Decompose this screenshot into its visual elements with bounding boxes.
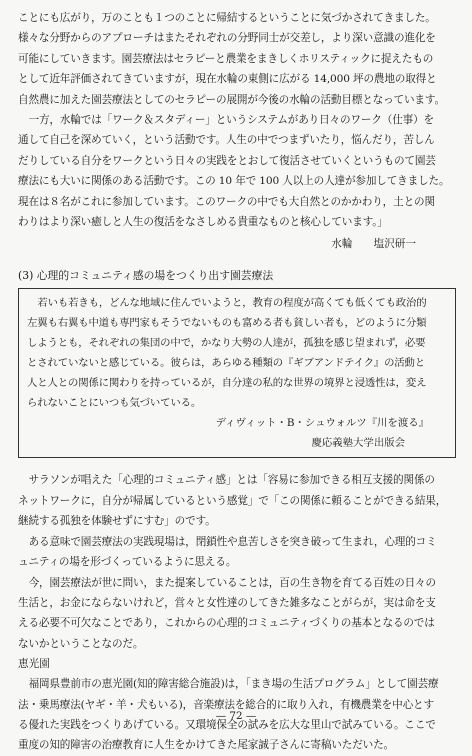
quote-box bbox=[18, 288, 456, 458]
text-line: える必要不可欠なことであり，これからの心理的コミュニティづくりの基本となるのでは bbox=[18, 617, 435, 630]
quote-line: とされていないと感じている。彼らは，あらゆる種類の『ギブアンドテイク』の活動と bbox=[27, 357, 426, 370]
text-line: 生活と，お金にならないけれど，営々と女性達のしてきた雑多なことがらが，実は命を支 bbox=[18, 596, 436, 609]
text-line: 可能にしていきます。園芸療法はセラピーと農業をまきしくホリスティックに捉えたもの bbox=[18, 52, 434, 65]
text-line: ないかということなのだ。 bbox=[18, 637, 144, 650]
quote-attribution: ディヴィット・B・シュウォルツ『川を渡る』 bbox=[215, 417, 429, 430]
text-line: 療法にも大いに関係のある活動です。この 10 年で 100 人以上の人達が参加してきました。 bbox=[18, 175, 450, 188]
text-line: 法・乗馬療法(ヤギ・羊・犬もいる)，音楽療法を総合的に取り入れ，有機農業を中心とす bbox=[18, 698, 434, 711]
page-body bbox=[18, 8, 456, 756]
text-line: 今，園芸療法が世に問い，また提案していることは，百の生き物を育てる百姓の日々の bbox=[28, 576, 436, 589]
quote-line: 人と人との関係に関わりを持っているが，自分達の私的な世界の境界と浸透性は，変え bbox=[27, 377, 427, 390]
text-line: 様々な分野からのアプローチはまたそれぞれの分野同士が交差し，より深い意識の進化を bbox=[18, 32, 436, 45]
paragraph-sarason bbox=[18, 470, 456, 531]
text-line: 重度の知的障害の治療教育に人生をかけてきた尾家誠子さんに寄稿いただいた。 bbox=[18, 739, 394, 752]
text-line: 自然農に加えた園芸療法としてのセラピーの展開が今後の水輪の活動目標となっています。 bbox=[18, 93, 445, 106]
text-line: 福岡県豊前市の恵光園(知的障害総合施設)は，「まき場の生活プログラム」として園芸療 bbox=[28, 678, 439, 691]
text-line: として近年評価されてきていますが，現在水輪の東側に広がる 14,000 坪の農地の取得と bbox=[18, 73, 437, 86]
paragraph-meaning bbox=[18, 532, 456, 573]
text-line: ュニティの場を形づくっているように思える。 bbox=[18, 556, 237, 569]
text-line: ネットワークに，自分が帰属しているという感覚」で「この関係に頼ることができる結果， bbox=[18, 494, 447, 507]
text-line: サラソンが唱えた「心理的コミュニティ感」とは「容易に参加できる相互支援的関係の bbox=[28, 474, 435, 487]
text-line: 一方，水輪では「ワーク＆スタディー」というシステムがあり日々のワーク（仕事）を bbox=[28, 114, 434, 127]
paragraph-top bbox=[18, 8, 456, 110]
text-line: ある意味で園芸療法の実践現場は，閉鎖性や息苦しさを突き破って生まれ，心理的コミ bbox=[28, 535, 437, 548]
paragraph-work-study bbox=[18, 110, 456, 232]
subheading: 恵光園 bbox=[18, 658, 50, 671]
quote-line: 左翼も右翼も中道も専門家もそうでないものも富める者も貧しい者も，どのように分類 bbox=[27, 317, 427, 330]
quote-line: られないことにいつも気づいている。 bbox=[27, 397, 202, 410]
section-heading: (3) 心理的コミュニティ感の場をつくり出す園芸療法 bbox=[18, 269, 274, 283]
text-line: わりはより深い癒しと人生の復活をなさしめる貴重なものと核心しています。」 bbox=[18, 216, 388, 229]
paragraph-now bbox=[18, 573, 456, 655]
quote-publisher: 慶応義塾大学出版会 bbox=[311, 437, 405, 450]
text-line: だりしている自分をワークという日々の実践をとおして復活させていくというものて園芸 bbox=[18, 154, 436, 167]
text-line: 継続する孤独を体験せずにすむ」のです。 bbox=[18, 515, 216, 528]
text-line: ことにも広がり，万のことも１つのことに帰結するということに気づかされてきました。 bbox=[18, 12, 436, 24]
quote-line: しようとも，それぞれの集団の中で，かなり大勢の人達が，孤独を感じ望まれず，必要 bbox=[27, 337, 426, 350]
page-number: — 72 — bbox=[215, 710, 257, 722]
signature: 水輪 塩沢研一 bbox=[331, 238, 416, 251]
text-line: 現在は８名がこれに参加しています。このワークの中でも大自然とのかかわり，土との関 bbox=[18, 195, 435, 208]
quote-line: 若いも若きも，どんな地域に住んでいようと，教育の程度が高くても低くても政治的 bbox=[37, 297, 427, 310]
text-line: る優れた実践をつくりあげている。又環境保全の試みを広大な里山で試みている。ここで bbox=[18, 718, 436, 731]
text-line: 通して自己を深めていく，という活動です。人生の中でつまずいたり，悩んだり，苦しん bbox=[18, 134, 435, 147]
